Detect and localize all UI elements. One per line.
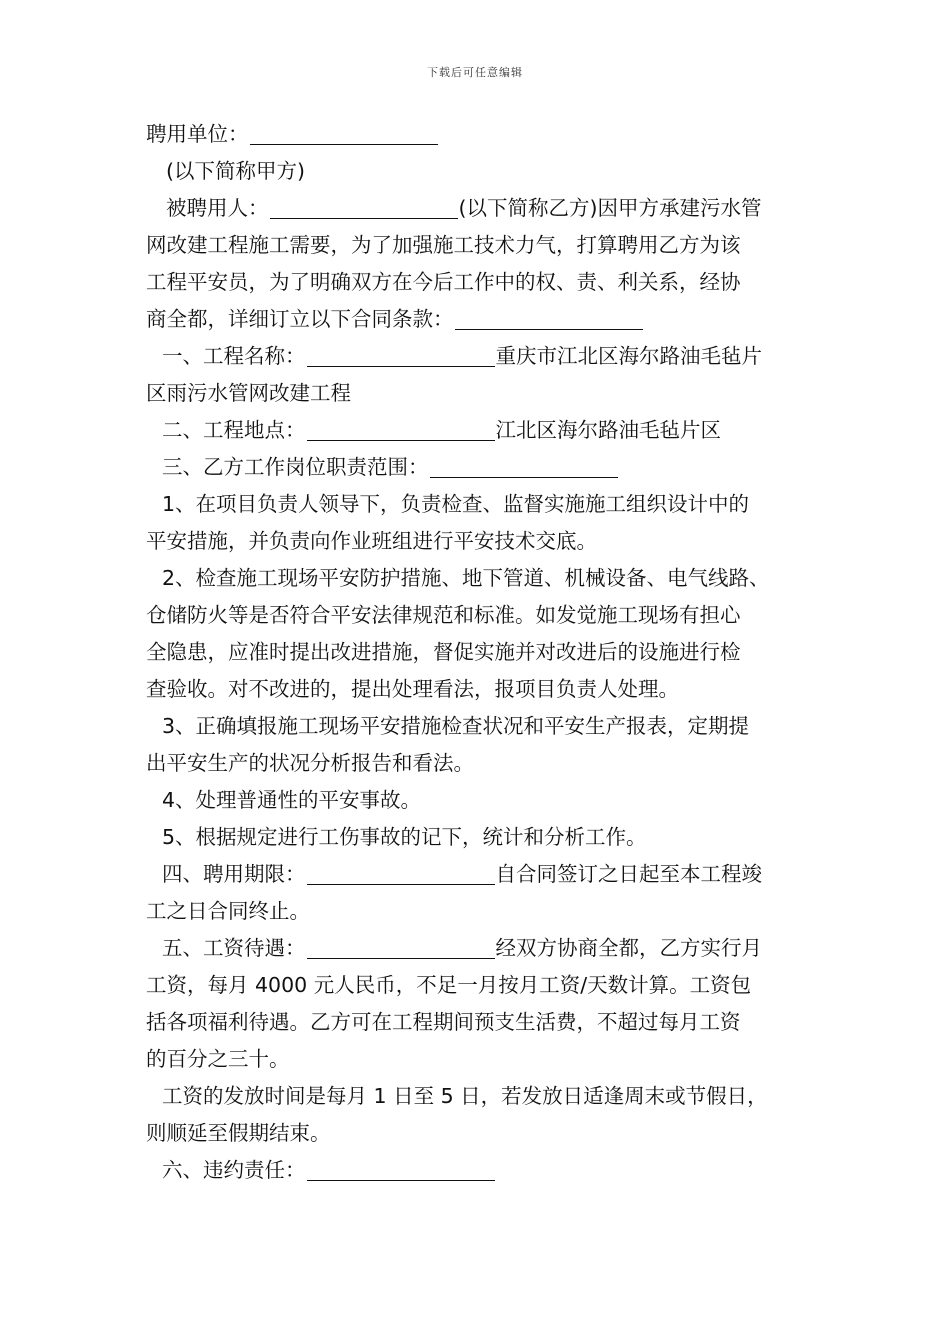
line-text: 括各项福利待遇。乙方可在工程期间预支生活费，不超过每月工资: [146, 1010, 741, 1034]
paragraph-line: [146, 301, 816, 338]
line-text: 的百分之三十。: [146, 1047, 290, 1071]
line-text: 被聘用人：: [166, 196, 269, 220]
fill-blank: [270, 217, 458, 219]
line-text: 商全都，详细订立以下合同条款：: [146, 307, 454, 331]
line-text: 一、工程名称：: [162, 344, 306, 368]
line-text: 区雨污水管网改建工程: [146, 381, 351, 405]
duty-item-5: [146, 819, 816, 856]
section-liability: [146, 1152, 816, 1189]
section-project-location: [146, 412, 816, 449]
line-text: 江北区海尔路油毛毡片区: [495, 418, 721, 442]
fill-blank: [307, 957, 495, 959]
line-text: 三、乙方工作岗位职责范围：: [162, 455, 429, 479]
duty-item-3: [146, 708, 816, 745]
line-text: 五、工资待遇：: [162, 936, 306, 960]
salary-payment-date: [146, 1078, 816, 1115]
line-text: 聘用单位：: [146, 122, 249, 146]
paragraph-line: [146, 634, 816, 671]
line-text: 四、聘用期限：: [162, 862, 306, 886]
paragraph-line: [146, 264, 816, 301]
duty-item-4: [146, 782, 816, 819]
line-text: 全隐患，应准时提出改进措施，督促实施并对改进后的设施进行检: [146, 640, 741, 664]
line-text: 六、违约责任：: [162, 1158, 306, 1182]
fill-blank: [307, 883, 495, 885]
paragraph-line: [146, 745, 816, 782]
employer-alias: [146, 153, 816, 190]
fill-blank: [430, 476, 618, 478]
line-text: 重庆市江北区海尔路油毛毡片: [495, 344, 762, 368]
fill-blank: [307, 1179, 495, 1181]
paragraph-line: [146, 671, 816, 708]
line-text: 仓储防火等是否符合平安法律规范和标准。如发觉施工现场有担心: [146, 603, 741, 627]
line-text: 则顺延至假期结束。: [146, 1121, 331, 1145]
field-employee: [146, 190, 816, 227]
contract-body: [146, 116, 816, 1189]
fill-blank: [307, 439, 495, 441]
line-text: 网改建工程施工需要，为了加强施工技术力气，打算聘用乙方为该: [146, 233, 741, 257]
duty-item-2: [146, 560, 816, 597]
section-project-name: [146, 338, 816, 375]
line-text: 经双方协商全都，乙方实行月: [495, 936, 762, 960]
field-employer: [146, 116, 816, 153]
paragraph-line: [146, 893, 816, 930]
line-text: 查验收。对不改进的，提出处理看法，报项目负责人处理。: [146, 677, 679, 701]
paragraph-line: [146, 227, 816, 264]
line-text: 平安措施，并负责向作业班组进行平安技术交底。: [146, 529, 597, 553]
line-text: 工程平安员，为了明确双方在今后工作中的权、责、利关系，经协: [146, 270, 741, 294]
paragraph-line: [146, 967, 816, 1004]
section-salary: [146, 930, 816, 967]
line-text: 4、处理普通性的平安事故。: [162, 788, 422, 812]
fill-blank: [250, 143, 438, 145]
paragraph-line: [146, 1004, 816, 1041]
paragraph-line: [146, 597, 816, 634]
line-text: 5、根据规定进行工伤事故的记下，统计和分析工作。: [162, 825, 647, 849]
section-duties: [146, 449, 816, 486]
line-text: 出平安生产的状况分析报告和看法。: [146, 751, 474, 775]
line-text: (以下简称乙方)因甲方承建污水管: [458, 196, 762, 220]
paragraph-line: [146, 523, 816, 560]
line-text: 1、在项目负责人领导下，负责检查、监督实施施工组织设计中的: [162, 492, 750, 516]
paragraph-line: [146, 375, 816, 412]
line-text: 3、正确填报施工现场平安措施检查状况和平安生产报表，定期提: [162, 714, 750, 738]
line-text: (以下简称甲方): [166, 159, 305, 183]
duty-item-1: [146, 486, 816, 523]
page-header: 下载后可任意编辑: [427, 66, 523, 79]
paragraph-line: [146, 1041, 816, 1078]
fill-blank: [455, 328, 643, 330]
line-text: 自合同签订之日起至本工程竣: [495, 862, 762, 886]
fill-blank: [307, 365, 495, 367]
line-text: 二、工程地点：: [162, 418, 306, 442]
line-text: 工资的发放时间是每月 1 日至 5 日，若发放日适逢周末或节假日，: [162, 1084, 768, 1108]
line-text: 2、检查施工现场平安防护措施、地下管道、机械设备、电气线路、: [162, 566, 770, 590]
line-text: 工之日合同终止。: [146, 899, 310, 923]
paragraph-line: [146, 1115, 816, 1152]
section-term: [146, 856, 816, 893]
line-text: 工资，每月 4000 元人民币，不足一月按月工资/天数计算。工资包: [146, 973, 752, 997]
